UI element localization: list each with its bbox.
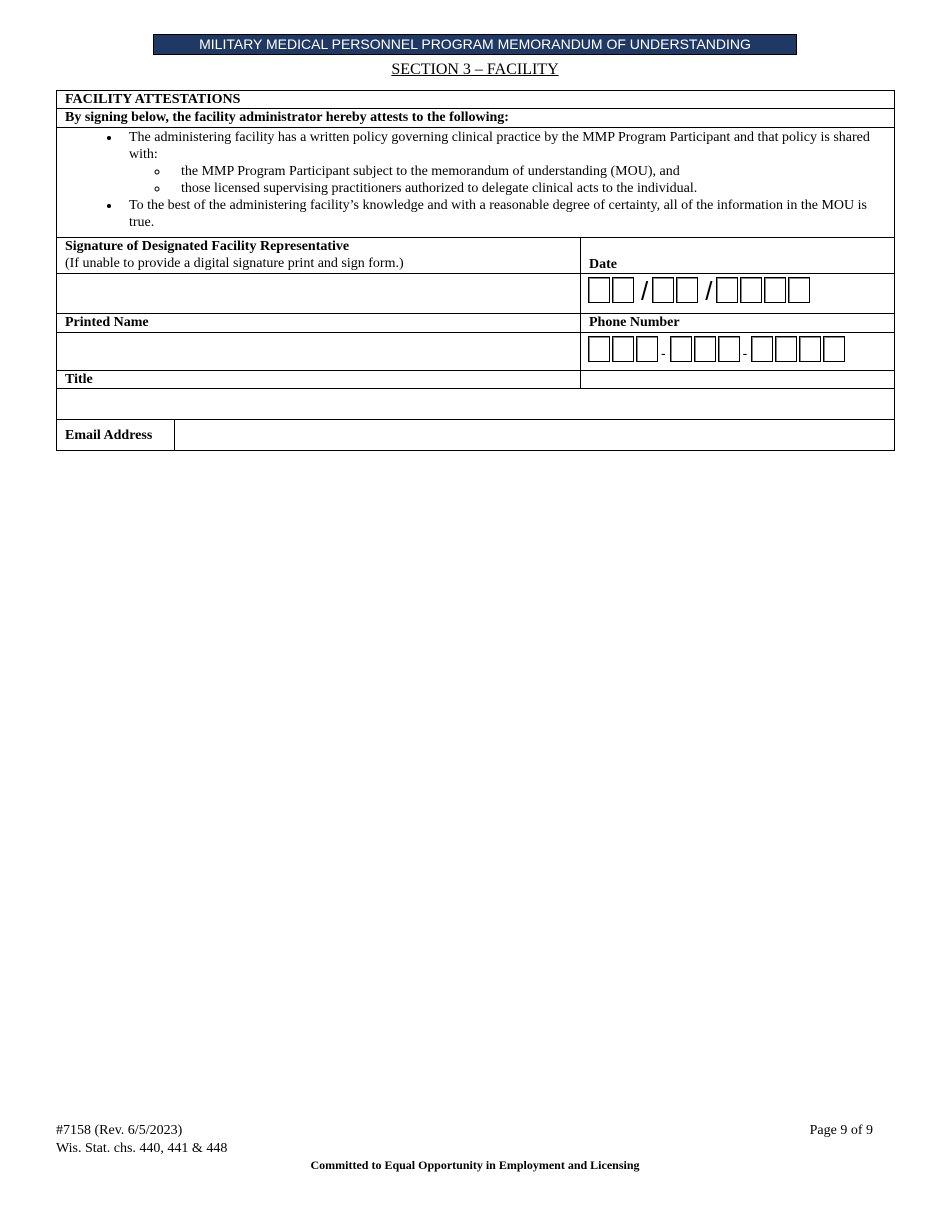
- printed-name-label: Printed Name: [57, 314, 581, 333]
- phone-digit-box[interactable]: [612, 336, 634, 362]
- date-day-digit-box[interactable]: [676, 277, 698, 303]
- attestation-item: [121, 129, 886, 197]
- date-month-digit-box[interactable]: [588, 277, 610, 303]
- attestation-list: [65, 129, 886, 231]
- phone-separator: -: [742, 345, 748, 361]
- signature-label: Signature of Designated Facility Representative: [65, 239, 350, 254]
- date-year-digit-box[interactable]: [788, 277, 810, 303]
- phone-digit-box[interactable]: [718, 336, 740, 362]
- phone-digit-box[interactable]: [636, 336, 658, 362]
- statutes: Wis. Stat. chs. 440, 441 & 448: [56, 1141, 228, 1156]
- attestation-subitem: ◦ those licensed supervising practitioners authorized to delegate clinical acts to the individual.: [169, 180, 886, 197]
- signature-field[interactable]: [57, 274, 581, 314]
- phone-digit-box[interactable]: [823, 336, 845, 362]
- phone-label: Phone Number: [581, 314, 895, 333]
- email-label: Email Address: [57, 420, 175, 451]
- phone-digit-box[interactable]: [670, 336, 692, 362]
- date-label: Date: [581, 238, 895, 274]
- phone-digit-box[interactable]: [694, 336, 716, 362]
- section-title: SECTION 3 – FACILITY: [391, 61, 559, 78]
- form-banner: MILITARY MEDICAL PERSONNEL PROGRAM MEMORANDUM OF UNDERSTANDING: [153, 34, 797, 55]
- attestations-list-cell: [57, 128, 895, 238]
- printed-name-field[interactable]: [57, 333, 581, 371]
- date-separator: /: [641, 276, 649, 306]
- phone-digit-box[interactable]: [775, 336, 797, 362]
- date-field: [581, 274, 895, 314]
- title-label: Title: [57, 371, 581, 389]
- phone-digit-box[interactable]: [799, 336, 821, 362]
- footer-tagline: Committed to Equal Opportunity in Employment and Licensing: [310, 1158, 640, 1172]
- form-number: #7158 (Rev. 6/5/2023): [56, 1123, 183, 1138]
- attestation-sublist: [129, 163, 886, 197]
- attestations-heading: FACILITY ATTESTATIONS: [57, 91, 895, 109]
- date-day-digit-box[interactable]: [652, 277, 674, 303]
- attestation-subitem: ◦ the MMP Program Participant subject to the memorandum of understanding (MOU), and: [169, 163, 886, 180]
- phone-field: [581, 333, 895, 371]
- signature-label-cell: [57, 238, 581, 274]
- signature-note: (If unable to provide a digital signature print and sign form.): [65, 256, 404, 271]
- page-number: Page 9 of 9: [809, 1123, 873, 1138]
- date-year-digit-box[interactable]: [740, 277, 762, 303]
- phone-digit-box[interactable]: [751, 336, 773, 362]
- title-field[interactable]: [57, 389, 895, 420]
- attestations-intro: By signing below, the facility administrator hereby attests to the following:: [57, 109, 895, 128]
- empty-cell: [581, 371, 895, 389]
- footer-form-info: [56, 1122, 227, 1158]
- facility-form-table: [56, 90, 895, 451]
- attestation-item: • To the best of the administering facility’s knowledge and with a reasonable degree of certainty, all of the information in the MOU is true.: [121, 197, 886, 231]
- date-separator: /: [705, 276, 713, 306]
- email-field[interactable]: [175, 420, 895, 451]
- attestation-item-text: The administering facility has a written policy governing clinical practice by the MMP Program Participant and that policy is shared with:: [129, 130, 870, 162]
- phone-digit-box[interactable]: [588, 336, 610, 362]
- phone-separator: -: [661, 345, 666, 361]
- date-year-digit-box[interactable]: [716, 277, 738, 303]
- date-year-digit-box[interactable]: [764, 277, 786, 303]
- date-month-digit-box[interactable]: [612, 277, 634, 303]
